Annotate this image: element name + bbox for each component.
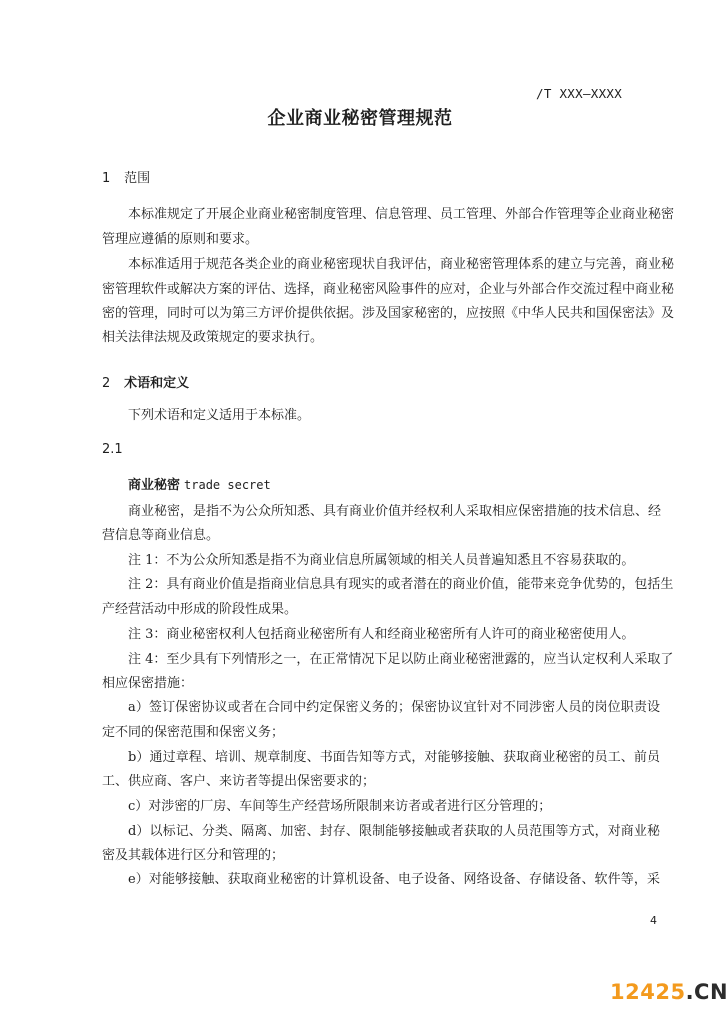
paragraph-line: 营信息等商业信息。	[102, 528, 220, 543]
subsection-number: 2.1	[102, 442, 123, 457]
list-item-line: b）通过章程、培训、规章制度、书面告知等方式，对能够接触、获取商业秘密的员工、前员	[128, 750, 660, 765]
paragraph-line: 密的管理，同时可以为第三方评价提供依据。涉及国家秘密的，应按照《中华人民共和国保密法》及	[102, 306, 675, 321]
section-title: 范围	[124, 171, 151, 186]
standard-number: /T XXX—XXXX	[536, 86, 623, 101]
paragraph-line: 管理应遵循的原则和要求。	[102, 232, 259, 247]
site-watermark	[610, 980, 728, 1004]
section-number: 1	[102, 171, 111, 186]
page-number: 4	[650, 914, 657, 927]
section-1-heading	[102, 167, 150, 186]
document-title: 企业商业秘密管理规范	[267, 108, 453, 129]
paragraph-line: 下列术语和定义适用于本标准。	[128, 408, 311, 423]
note-line: 注 2：具有商业价值是指商业信息具有现实的或者潜在的商业价值，能带来竞争优势的，包括生	[128, 577, 674, 592]
term-english: trade secret	[184, 478, 271, 492]
watermark-suffix: .CN	[685, 980, 728, 1004]
section-number: 2	[102, 376, 111, 391]
paragraph-line: 密管理软件或解决方案的评估、选择，商业秘密风险事件的应对，企业与外部合作交流过程中商业秘	[102, 282, 675, 297]
note-line: 注 1：不为公众所知悉是指不为商业信息所属领域的相关人员普遍知悉且不容易获取的。	[128, 553, 635, 568]
list-item-line: c）对涉密的厂房、车间等生产经营场所限制来访者或者进行区分管理的；	[128, 799, 552, 814]
note-line: 注 4：至少具有下列情形之一，在正常情况下足以防止商业秘密泄露的，应当认定权利人采取了	[128, 652, 674, 667]
section-title: 术语和定义	[124, 376, 190, 391]
term-heading	[128, 474, 271, 493]
note-line: 注 3：商业秘密权利人包括商业秘密所有人和经商业秘密所有人许可的商业秘密使用人。	[128, 627, 635, 642]
list-item-line: a）签订保密协议或者在合同中约定保密义务的；保密协议宜针对不同涉密人员的岗位职责设	[128, 700, 660, 715]
note-line: 产经营活动中形成的阶段性成果。	[102, 602, 298, 617]
list-item-line: e）对能够接触、获取商业秘密的计算机设备、电子设备、网络设备、存储设备、软件等，采	[128, 872, 660, 887]
term-chinese: 商业秘密	[128, 478, 181, 493]
list-item-line: 密及其载体进行区分和管理的；	[102, 848, 285, 863]
paragraph-line: 商业秘密，是指不为公众所知悉、具有商业价值并经权利人采取相应保密措施的技术信息、经	[128, 504, 662, 519]
paragraph-line: 本标准适用于规范各类企业的商业秘密现状自我评估，商业秘密管理体系的建立与完善，商业秘	[128, 257, 675, 272]
note-line: 相应保密措施：	[102, 676, 194, 691]
list-item-line: d）以标记、分类、隔离、加密、封存、限制能够接触或者获取的人员范围等方式，对商业秘	[128, 824, 660, 839]
list-item-line: 工、供应商、客户、来访者等提出保密要求的；	[102, 774, 376, 789]
paragraph-line: 相关法律法规及政策规定的要求执行。	[102, 330, 324, 345]
list-item-line: 定不同的保密范围和保密义务；	[102, 725, 285, 740]
watermark-number: 12425	[610, 980, 686, 1004]
section-2-heading	[102, 372, 189, 391]
paragraph-line: 本标准规定了开展企业商业秘密制度管理、信息管理、员工管理、外部合作管理等企业商业秘密	[128, 207, 675, 222]
